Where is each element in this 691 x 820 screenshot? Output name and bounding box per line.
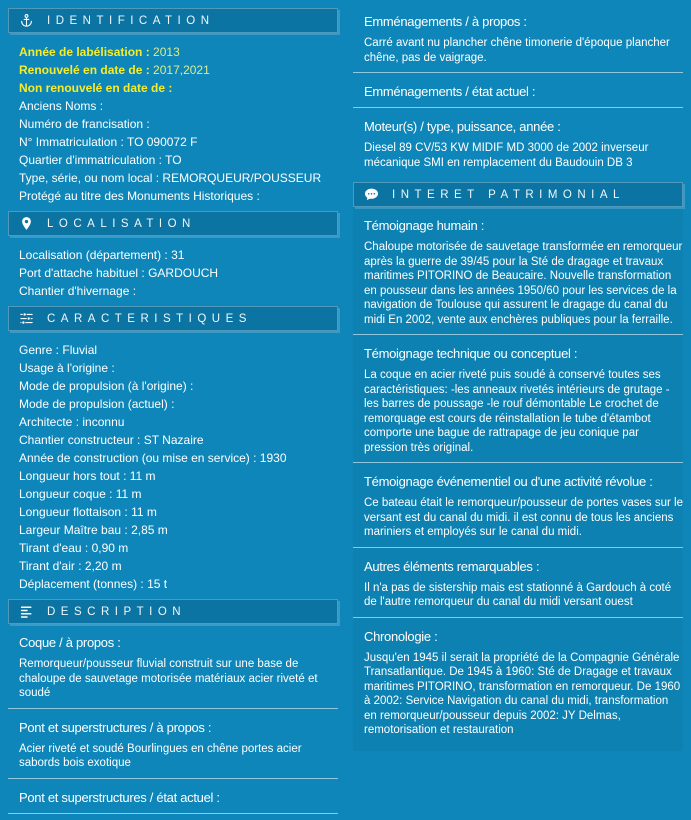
field-row [8,503,338,521]
section-title: DESCRIPTION [47,605,187,618]
subsection-body: Carré avant nu plancher chêne timonerie d'époque plancher chêne, pas de vaigrage. [364,37,670,64]
field-row [8,575,338,593]
subsection-body: Ce bateau était le remorqueur/pousseur de portes vases sur le versant est du canal du midi. il est connu de tous les anciens mariniers et employés sur le canal du midi. [364,497,683,538]
field-label: Renouvelé en date de : [19,63,150,77]
subsection-body: Diesel 89 CV/53 KW MIDIF MD 3000 de 2002 inverseur mécanique SMI en remplacement du Baudouin DB 3 [364,142,649,169]
field-row [8,395,338,413]
field-value: GARDOUCH [148,266,219,280]
left-column [8,8,338,820]
divider [353,334,683,335]
field-label: Longueur hors tout : [19,469,127,483]
subsection-heading: Pont et superstructures / état actuel : [19,789,220,805]
field-value: ST Nazaire [143,433,204,447]
subsection-heading: Autres éléments remarquables : [364,558,540,574]
subsection-heading: Pont et superstructures / à propos : [19,719,212,735]
subsection-temoignage-technique [353,345,683,463]
field-row [8,539,338,557]
map-marker-icon [19,216,34,231]
field-value: TO 090072 F [126,135,198,149]
anchor-icon [19,13,34,28]
field-row [8,169,338,187]
divider [353,462,683,463]
field-value: REMORQUEUR/POUSSEUR [162,171,322,185]
subsection-temoignage-humain [353,217,683,335]
subsection-chronologie [353,628,683,738]
field-row [8,341,338,359]
field-label: Chantier constructeur : [19,433,141,447]
field-label: N° Immatriculation : [19,135,124,149]
field-label: Protégé au titre des Monuments Historiques : [19,189,260,203]
field-label: Largeur Maître bau : [19,523,128,537]
section-description [8,599,338,814]
field-label: Longueur coque : [19,487,113,501]
subsection-heading: Chronologie : [364,628,438,644]
subsection-body: Acier riveté et soudé Bourlingues en chêne portes acier sabords bois exotique [19,742,302,769]
field-row [8,79,338,97]
field-row [8,151,338,169]
field-label: Anciens Noms : [19,99,104,113]
field-label: Numéro de francisation : [19,117,150,131]
subsection-heading: Témoignage humain : [364,218,485,233]
field-label: Quartier d'immatriculation : [19,153,163,167]
field-row [8,467,338,485]
field-row [8,61,338,79]
field-label: Port d'attache habituel : [19,266,145,280]
section-title: LOCALISATION [47,217,196,230]
field-value: 31 [171,248,185,262]
section-localisation [8,211,338,300]
subsection-heading: Coque / à propos : [19,635,121,650]
field-row [8,97,338,115]
subsection-emmenagements-etat-actuel [353,83,683,108]
divider [8,778,338,779]
field-value: 0,90 m [91,541,129,555]
divider [353,107,683,108]
list-icon [19,604,34,619]
field-row [8,413,338,431]
field-value: inconnu [82,415,125,429]
subsection-body: Chaloupe motorisée de sauvetage transformée en remorqueur après la guerre de 39/45 pour la Sté de dragage et travaux maritimes PITORINO de Beaucaire. Nouvelle transformation en pousseur dans les années 1950/60 pour les services de la navigation de Toulouse qui assurent le dragage du canal du midi En 2002, vente aux enchères publiques pour la ferraille. [364,241,683,326]
divider [353,617,683,618]
subsection-moteurs [353,118,683,170]
divider [8,708,338,709]
subsection-autres-elements [353,558,683,618]
section-header-interet-patrimonial [353,182,683,207]
field-row [8,187,338,205]
field-row [8,246,338,264]
subsection-body: Jusqu'en 1945 il serait la propriété de la Compagnie Générale Transatlantique. De 1945 à 1960: Sté de Dragage et travaux maritimes PITORINO, transformation en remorqueur. De 1960 à 2002: Service Navigation du canal du midi, transformation en remorqueur/pousseur depuis 2002: JY Delmas, remotorisation et restauration [364,651,681,736]
subsection-heading: Moteur(s) / type, puissance, année : [364,119,561,134]
section-caracteristiques [8,306,338,593]
subsection-body: Il n'a pas de sistership mais est stationné à Gardouch à coté de l'autre remorqueur du canal du midi versant ouest [364,581,672,608]
field-label: Type, série, ou nom local : [19,171,160,185]
subsection-heading: Emménagements / état actuel : [364,84,536,99]
field-value: 2,20 m [84,559,122,573]
section-header-localisation [8,211,338,236]
field-label: Année de labélisation : [19,45,150,59]
right-column [353,8,683,820]
subsection-coque-a-propos [8,634,338,709]
section-identification [8,8,338,205]
subsection-heading: Emménagements / à propos : [364,14,527,29]
field-value: 2013 [153,45,180,59]
field-row [8,557,338,575]
field-value: 1930 [259,451,287,465]
subsection-temoignage-evenementiel [353,473,683,548]
field-row [8,449,338,467]
field-label: Non renouvelé en date de : [19,81,173,95]
field-label: Mode de propulsion (à l'origine) : [19,379,194,393]
field-row [8,264,338,282]
field-label: Tirant d'eau : [19,541,89,555]
field-label: Genre : [19,343,60,357]
subsection-pont-etat-actuel [8,789,338,814]
section-title: CARACTÉRISTIQUES [47,312,252,325]
field-row [8,43,338,61]
field-value: 11 m [129,469,156,483]
field-row [8,115,338,133]
subsection-body: Remorqueur/pousseur fluvial construit sur une base de chaloupe de sauvetage motorisée matériaux acier riveté et soudé [19,658,318,699]
section-interet-patrimonial [353,182,683,751]
section-header-identification [8,8,338,33]
field-value: 15 t [147,577,168,591]
field-label: Année de construction (ou mise en service) : [19,451,257,465]
sliders-icon [19,311,34,326]
field-value: 2017,2021 [153,63,210,77]
divider [353,547,683,548]
field-label: Usage à l'origine : [19,361,115,375]
field-label: Chantier d'hivernage : [19,284,137,298]
field-label: Architecte : [19,415,80,429]
field-row [8,485,338,503]
section-title: IDENTIFICATION [47,14,215,27]
divider [353,72,683,73]
field-value: 11 m [115,487,142,501]
section-header-description [8,599,338,624]
field-row [8,133,338,151]
field-label: Déplacement (tonnes) : [19,577,144,591]
field-value: 2,85 m [131,523,168,537]
field-label: Mode de propulsion (actuel) : [19,397,175,411]
field-label: Tirant d'air : [19,559,82,573]
section-title: INTÉRÊT PATRIMONIAL [392,188,625,201]
subsection-pont-a-propos [8,719,338,779]
divider [8,813,338,814]
field-label: Longueur flottaison : [19,505,128,519]
field-row [8,431,338,449]
field-row [8,359,338,377]
field-value: 11 m [131,505,157,519]
field-row [8,377,338,395]
subsection-heading: Témoignage événementiel ou d'une activité révolue : [364,474,653,489]
field-row [8,282,338,300]
field-label: Localisation (département) : [19,248,168,262]
field-value: Fluvial [62,343,98,357]
field-row [8,521,338,539]
subsection-heading: Témoignage technique ou conceptuel : [364,346,578,361]
subsection-emmenagements-a-propos [353,13,683,73]
field-value: TO [165,153,182,167]
comment-icon [364,187,379,202]
section-header-caracteristiques [8,306,338,331]
subsection-body: La coque en acier riveté puis soudé à conservé toutes ses caractéristiques: -les anneaux rivetés intérieurs de grutage -les barres de poussage -le rouf démontable Le crochet de remorquage est cours de réinstallation le tube d'étambot comporte une bague de rattrapage de jeu conique par pression très original. [364,369,670,454]
